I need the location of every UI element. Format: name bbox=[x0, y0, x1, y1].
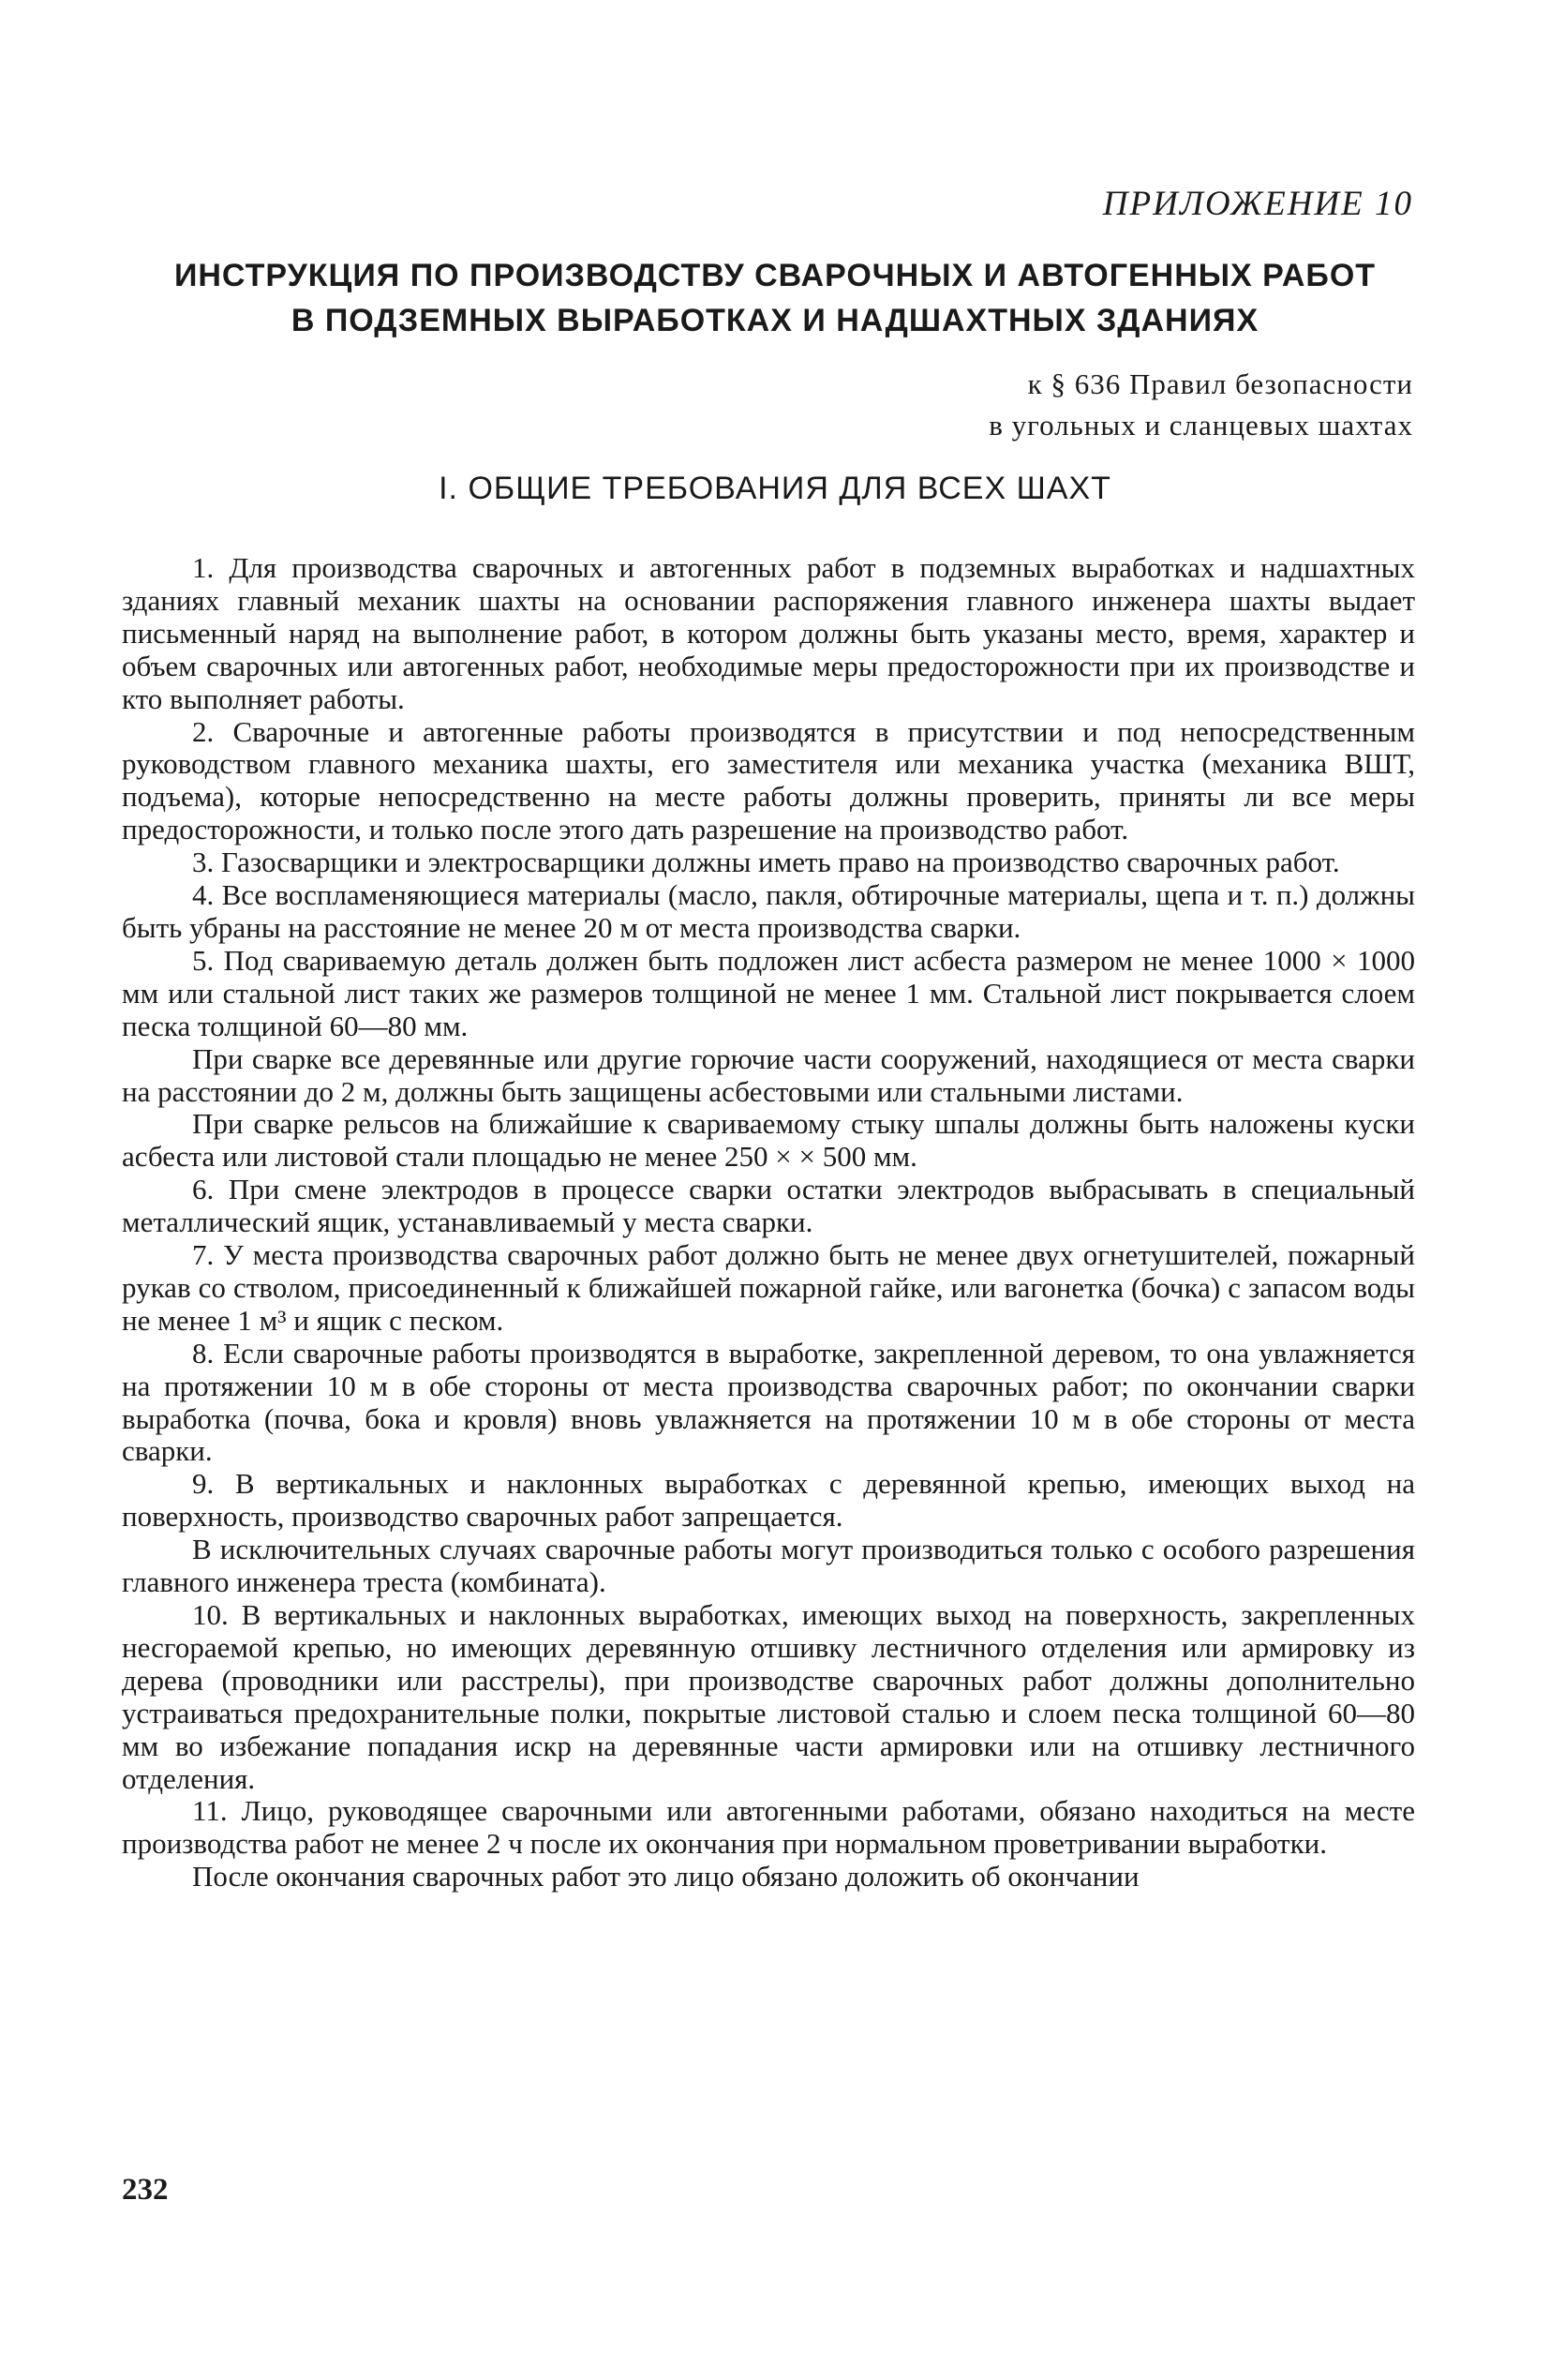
paragraph-1: 1. Для производства сварочных и автогенных работ в подземных выработках и надшахтных зданиях главный механик шахты на основании распоряжения главного инженера шахты выдает письменный наряд на выполнение работ, в котором должны быть указаны место, время, характер и объем сварочных или автогенных работ, необходимые меры предосторожности при их производстве и кто выполняет работы. bbox=[122, 551, 1415, 715]
appendix-label: ПРИЛОЖЕНИЕ 10 bbox=[1102, 185, 1413, 223]
section-heading: I. ОБЩИЕ ТРЕБОВАНИЯ ДЛЯ ВСЕХ ШАХТ bbox=[439, 471, 1111, 506]
title-line-2: В ПОДЗЕМНЫХ ВЫРАБОТКАХ И НАДШАХТНЫХ ЗДАНИЯХ bbox=[291, 303, 1259, 338]
rule-reference bbox=[989, 364, 1413, 446]
paragraph-7: 7. У места производства сварочных работ должно быть не менее двух огнетушителей, пожарный рукав со стволом, присоединенный к ближайшей пожарной гайке, или вагонетка (бочка) с запасом воды не менее 1 м³ и ящик с песком. bbox=[122, 1238, 1415, 1337]
paragraph-5: 5. Под свариваемую деталь должен быть подложен лист асбеста размером не менее 1000 × 1000 мм или стальной лист таких же размеров толщиной не менее 1 мм. Стальной лист покрывается слоем песка толщиной 60—80 мм. bbox=[122, 943, 1415, 1042]
document-title bbox=[0, 253, 1550, 343]
paragraph-5-note-2: При сварке рельсов на ближайшие к свариваемому стыку шпалы должны быть наложены куски асбеста или листовой стали площадью не менее 250 × × 500 мм. bbox=[122, 1107, 1415, 1174]
page-number: 232 bbox=[122, 2173, 169, 2207]
paragraph-9: 9. В вертикальных и наклонных выработках с деревянной крепью, имеющих выход на поверхность, производство сварочных работ запрещается. bbox=[122, 1467, 1415, 1534]
paragraph-11-note: После окончания сварочных работ это лицо обязано доложить об окончании bbox=[192, 1860, 1140, 1894]
paragraph-3: 3. Газосварщики и электросварщики должны иметь право на производство сварочных работ. bbox=[192, 846, 1340, 879]
paragraph-4: 4. Все воспламеняющиеся материалы (масло, пакля, обтирочные материалы, щепа и т. п.) должны быть убраны на расстояние не менее 20 м от места производства сварки. bbox=[122, 878, 1415, 944]
paragraph-9-note: В исключительных случаях сварочные работы могут производиться только с особого разрешения главного инженера треста (комбината). bbox=[122, 1533, 1415, 1599]
reference-line-2: в угольных и сланцевых шахтах bbox=[989, 409, 1413, 442]
paragraph-6: 6. При смене электродов в процессе сварки остатки электродов выбрасывать в специальный металлический ящик, устанавливаемый у места сварки. bbox=[122, 1173, 1415, 1239]
paragraph-5-note-1: При сварке все деревянные или другие горючие части сооружений, находящиеся от места сварки на расстоянии до 2 м, должны быть защищены асбестовыми или стальными листами. bbox=[122, 1041, 1415, 1108]
title-line-1: ИНСТРУКЦИЯ ПО ПРОИЗВОДСТВУ СВАРОЧНЫХ И АВТОГЕННЫХ РАБОТ bbox=[173, 258, 1377, 293]
paragraph-11: 11. Лицо, руководящее сварочными или автогенными работами, обязано находиться на месте производства работ не менее 2 ч после их окончания при нормальном проветривании выработки. bbox=[122, 1794, 1415, 1861]
paragraph-2: 2. Сварочные и автогенные работы производятся в присутствии и под непосредственным руководством главного механика шахты, его заместителя или механика участка (механика ВШТ, подъема), которые непосредственно на месте работы должны проверить, приняты ли все меры предосторожности, и только после этого дать разрешение на производство работ. bbox=[122, 714, 1415, 846]
body-text bbox=[122, 552, 1415, 1894]
paragraph-10: 10. В вертикальных и наклонных выработках, имеющих выход на поверхность, закрепленных несгораемой крепью, но имеющих деревянную отшивку лестничного отделения или армировку из дерева (проводники или расстрелы), при производстве сварочных работ должны дополнительно устраиваться предохранительные полки, покрытые листовой сталью и слоем песка толщиной 60—80 мм во избежание попадания искр на деревянные части армировки или на отшивку лестничного отделения. bbox=[122, 1598, 1415, 1795]
reference-line-1: к § 636 Правил безопасности bbox=[1027, 367, 1413, 400]
paragraph-8: 8. Если сварочные работы производятся в выработке, закрепленной деревом, то она увлажняется на протяжении 10 м в обе стороны от места производства сварочных работ; по окончании сварки выработка (почва, бока и кровля) вновь увлажняется на протяжении 10 м в обе стороны от места сварки. bbox=[122, 1336, 1415, 1468]
